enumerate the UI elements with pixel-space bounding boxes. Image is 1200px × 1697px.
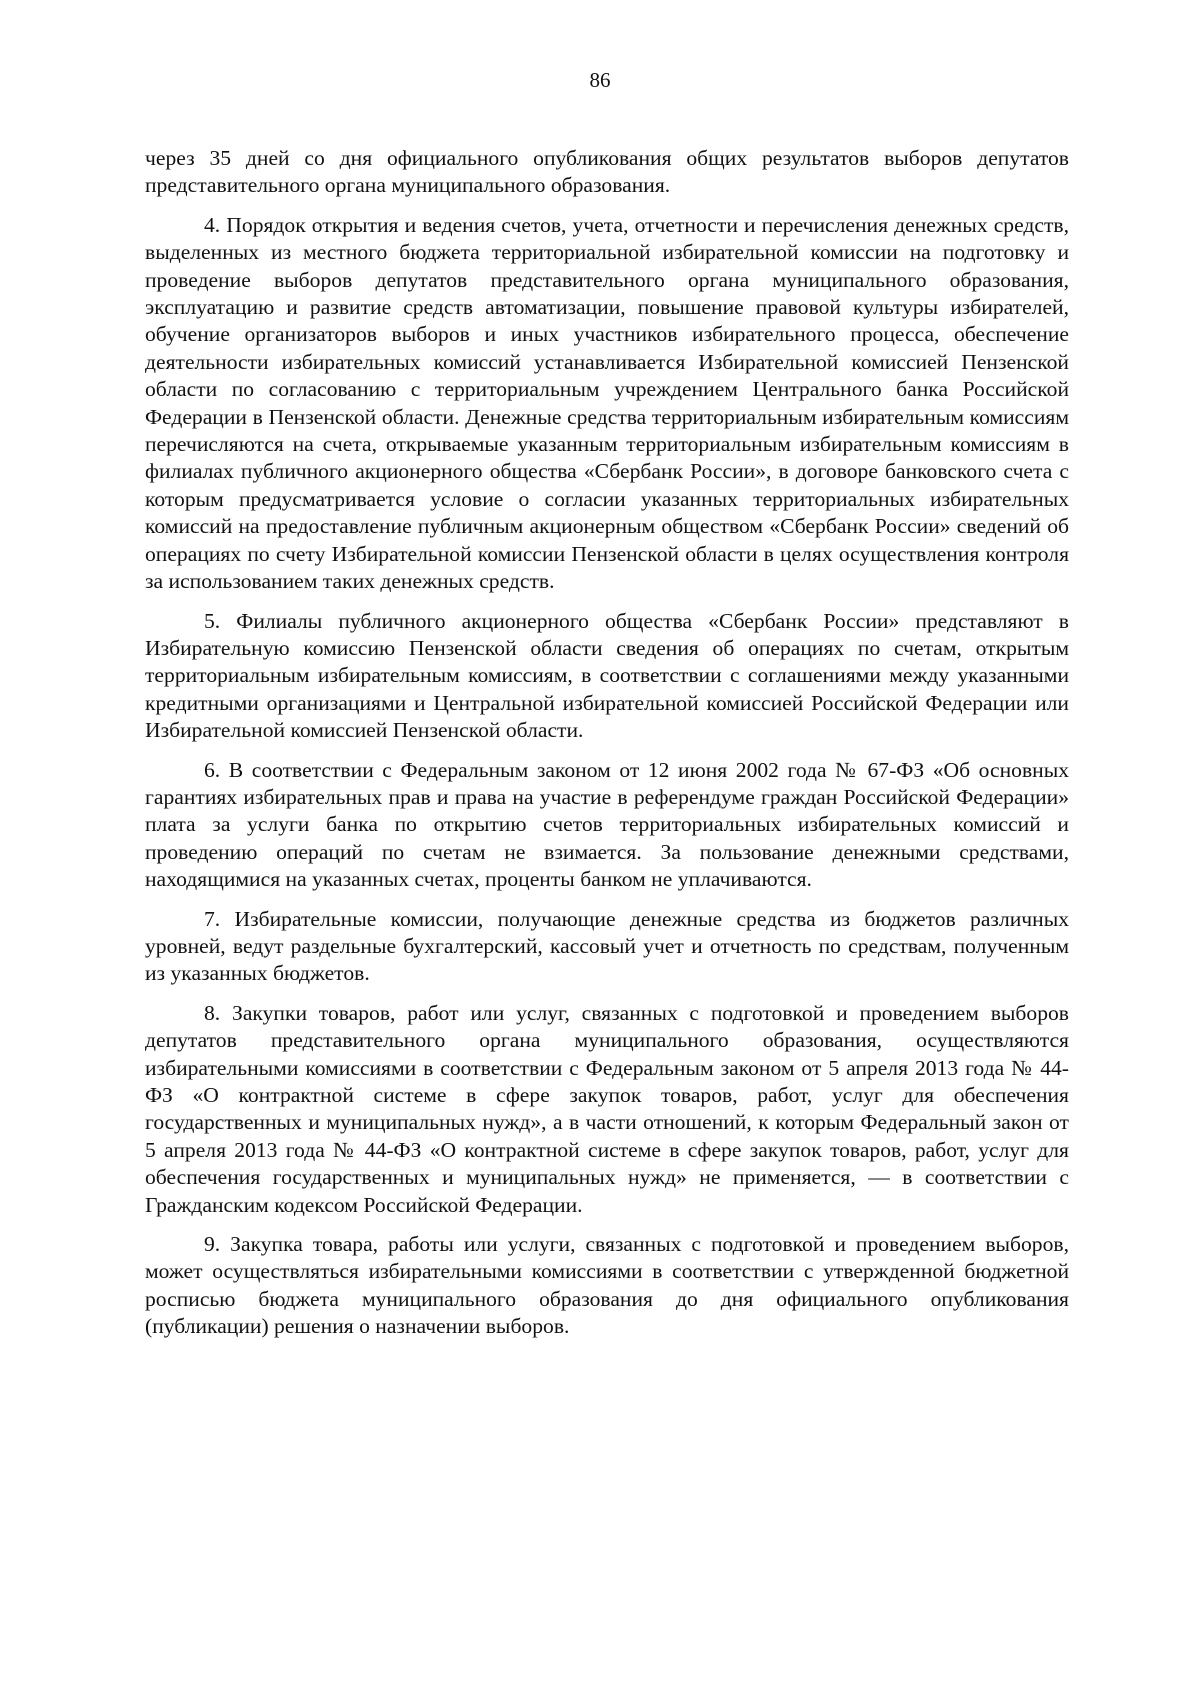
paragraph-4: 4. Порядок открытия и ведения счетов, учета, отчетности и перечисления денежных средств, выделенных из местного бюджета территориальной избирательной комиссии на подготовку и проведение выборов депутатов представительного органа муниципального образования, эксплуатацию и развитие средств автоматизации, повышение правовой культуры избирателей, обучение организаторов выборов и иных участников избирательного процесса, обеспечение деятельности избирательных комиссий устанавливается Избирательной комиссией Пензенской области по согласованию с территориальным учреждением Центрального банка Российской Федерации в Пензенской области. Денежные средства территориальным избирательным комиссиям перечисляются на счета, открываемые указанным территориальным избирательным комиссиям в филиалах публичного акционерного общества «Сбербанк России», в договоре банковского счета с которым предусматривается условие о согласии указанных территориальных избирательных комиссий на предоставление публичным акционерным обществом «Сбербанк России» сведений об операциях по счету Избирательной комиссии Пензенской области в целях осуществления контроля за использованием таких денежных средств. [145, 212, 1069, 594]
paragraph-continuation: через 35 дней со дня официального опубликования общих результатов выборов депутатов представительного органа муниципального образования. [145, 146, 1069, 198]
paragraph-7: 7. Избирательные комиссии, получающие денежные средства из бюджетов различных уровней, ведут раздельные бухгалтерский, кассовый учет и отчетность по средствам, полученным из указанных бюджетов. [145, 906, 1069, 986]
document-body [145, 145, 1069, 1353]
page-number: 86 [589, 68, 611, 92]
paragraph-8: 8. Закупки товаров, работ или услуг, связанных с подготовкой и проведением выборов депутатов представительного органа муниципального образования, осуществляются избирательными комиссиями в соответствии с Федеральным законом от 5 апреля 2013 года № 44-ФЗ «О контрактной системе в сфере закупок товаров, работ, услуг для обеспечения государственных и муниципальных нужд», а в части отношений, к которым Федеральный закон от 5 апреля 2013 года № 44-ФЗ «О контрактной системе в сфере закупок товаров, работ, услуг для обеспечения государственных и муниципальных нужд» не применяется, — в соответствии с Гражданским кодексом Российской Федерации. [145, 1000, 1069, 1217]
paragraph-5: 5. Филиалы публичного акционерного общества «Сбербанк России» представляют в Избирательную комиссию Пензенской области сведения об операциях по счетам, открытым территориальным избирательным комиссиям, в соответствии с соглашениями между указанными кредитными организациями и Центральной избирательной комиссией Российской Федерации или Избирательной комиссией Пензенской области. [145, 608, 1069, 743]
paragraph-9: 9. Закупка товара, работы или услуги, связанных с подготовкой и проведением выборов, может осуществляться избирательными комиссиями в соответствии с утвержденной бюджетной росписью бюджета муниципального образования до дня официального опубликования (публикации) решения о назначении выборов. [145, 1232, 1069, 1339]
paragraph-6: 6. В соответствии с Федеральным законом от 12 июня 2002 года № 67-ФЗ «Об основных гарантиях избирательных прав и права на участие в референдуме граждан Российской Федерации» плата за услуги банка по открытию счетов территориальных избирательных комиссий и проведению операций по счетам не взимается. За пользование денежными средствами, находящимися на указанных счетах, проценты банком не уплачиваются. [145, 757, 1069, 892]
